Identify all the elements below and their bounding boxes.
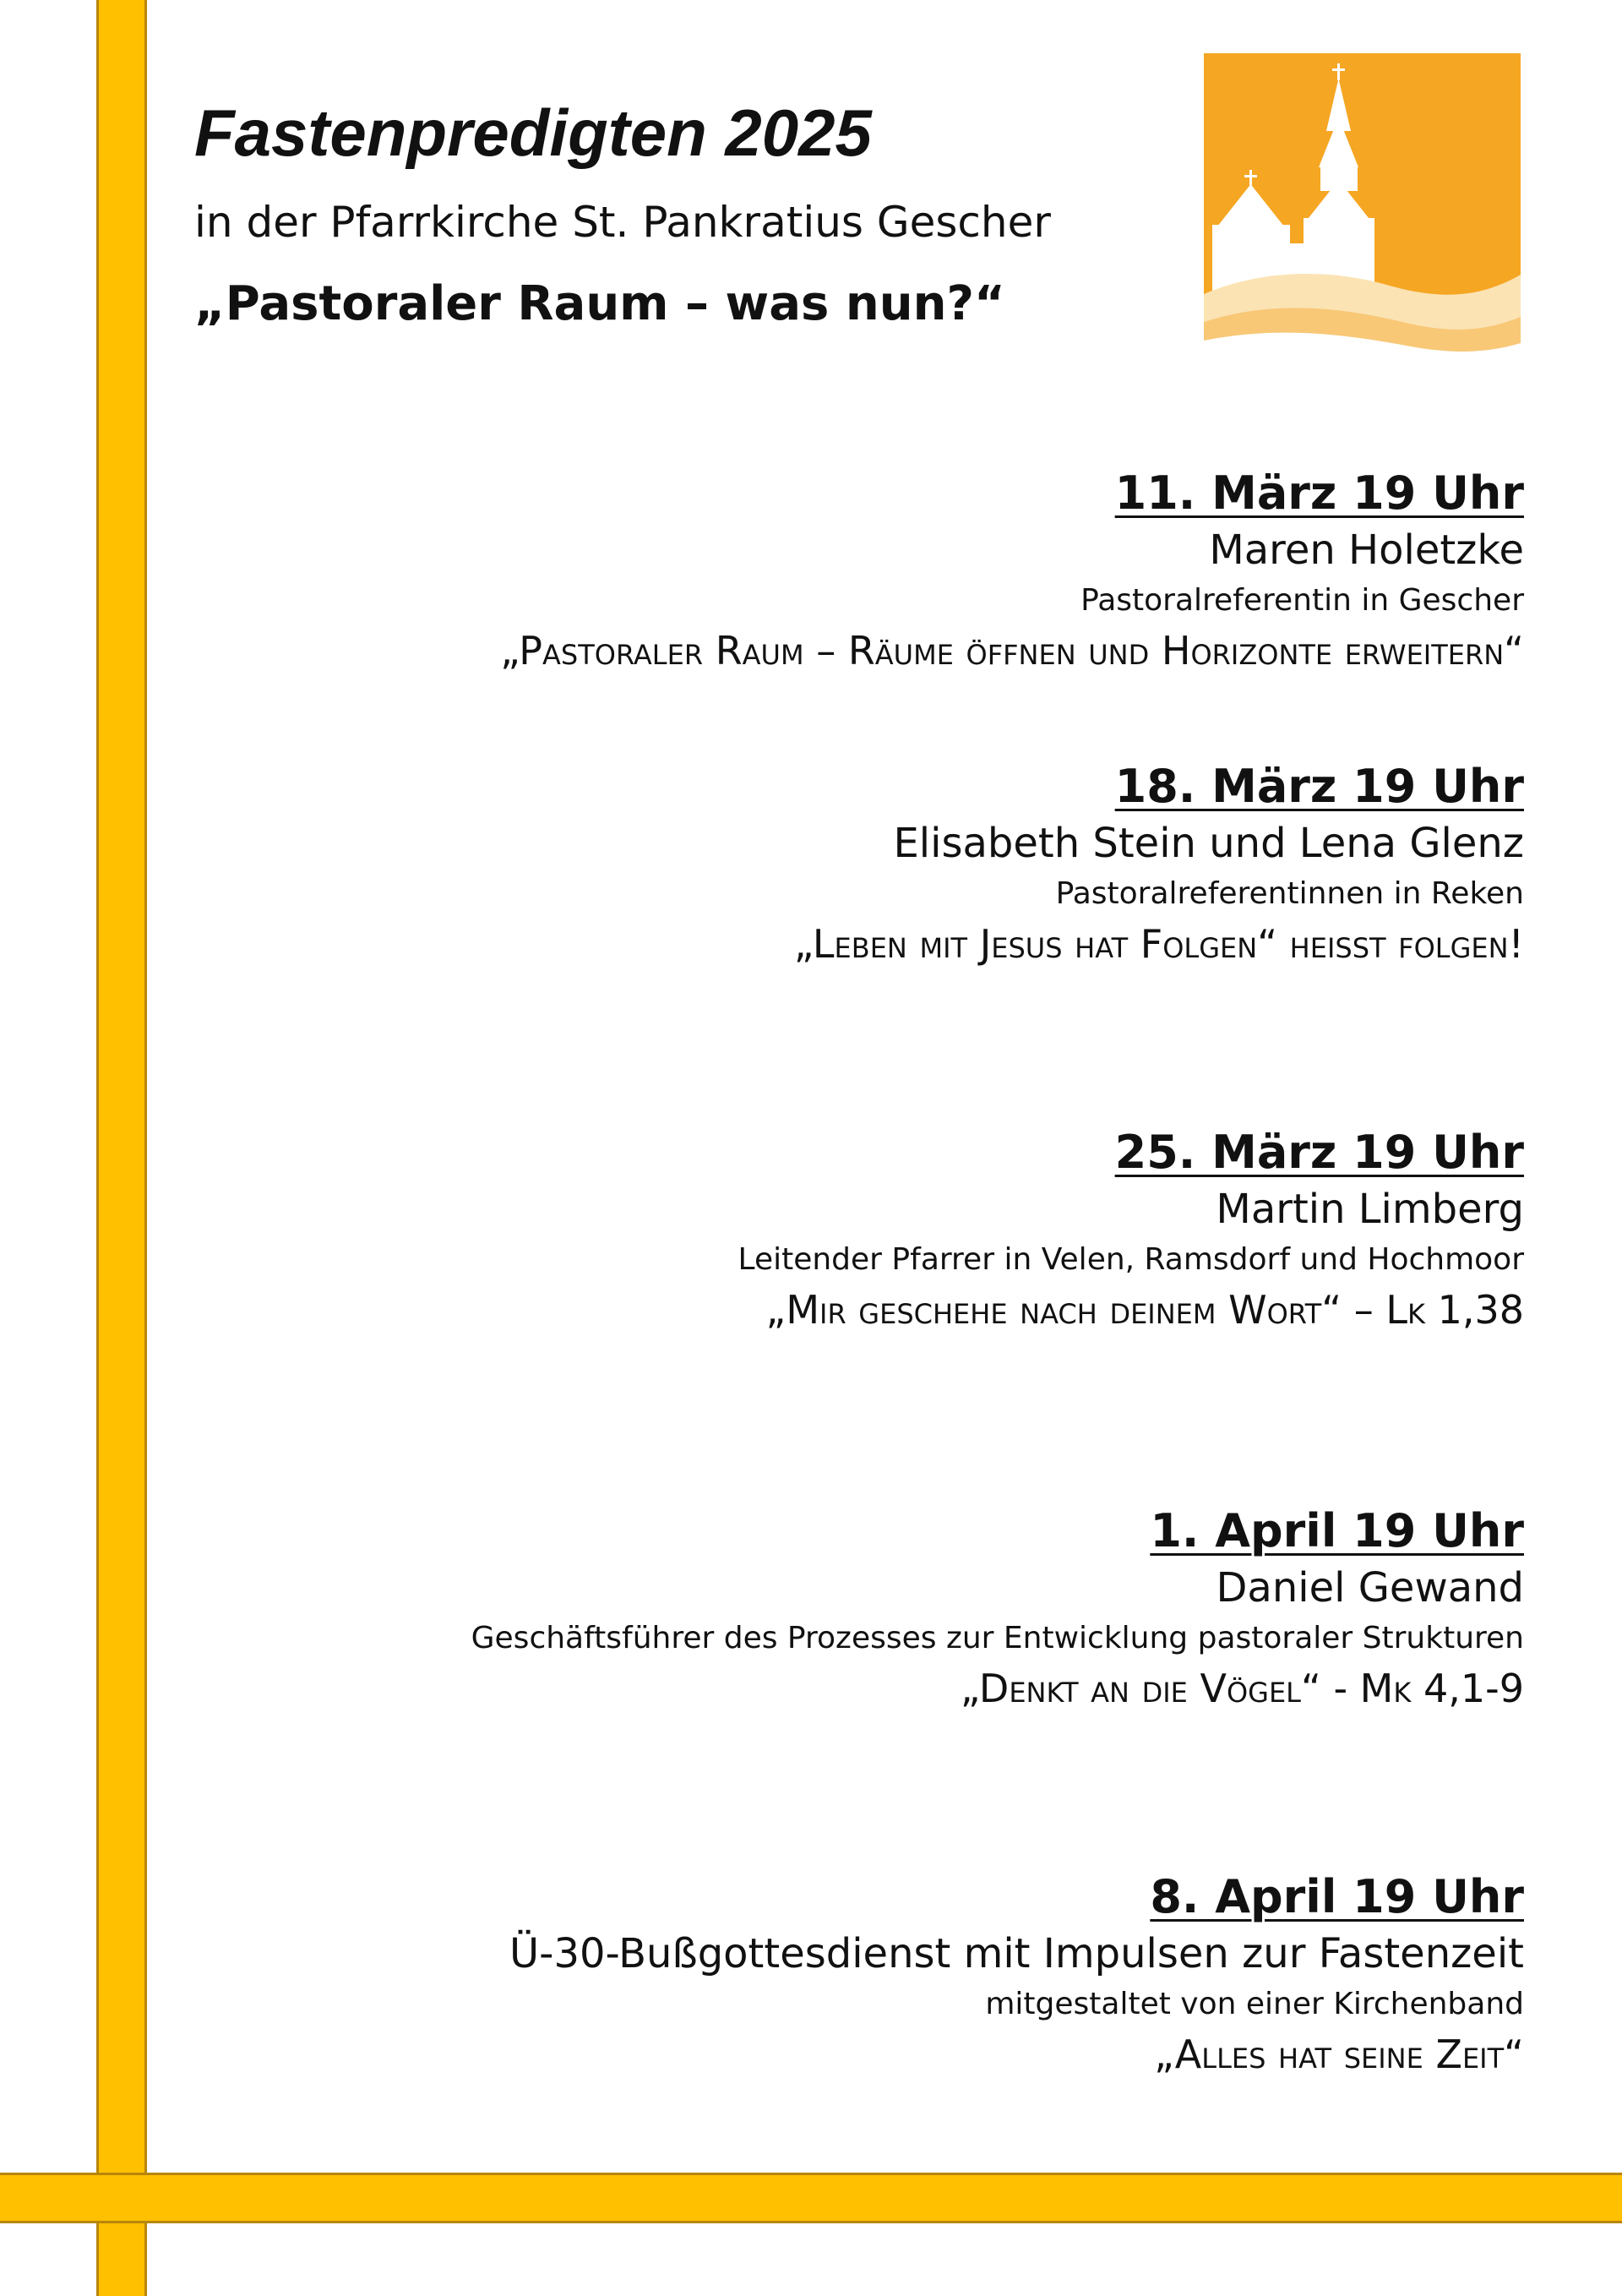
yellow-horizontal-bar [0, 2173, 1622, 2223]
event-speaker: Maren Holetzke [1209, 526, 1524, 574]
event-role: Pastoralreferentinnen in Reken [1055, 876, 1524, 911]
event-theme: „Leben mit Jesus hat Folgen“ heißt folgen! [793, 921, 1524, 967]
event-date: 11. März 19 Uhr [1114, 466, 1524, 520]
event-theme: „Mir geschehe nach deinem Wort“ – Lk 1,38 [765, 1287, 1524, 1333]
event-theme: „Alles hat seine Zeit“ [1154, 2031, 1524, 2077]
series-motto: „Pastoraler Raum – was nun?“ [194, 276, 1005, 331]
event-role: Pastoralreferentin in Gescher [1080, 583, 1524, 618]
event-role: Leitender Pfarrer in Velen, Ramsdorf und Hochmoor [738, 1242, 1524, 1277]
event-date: 18. März 19 Uhr [1114, 760, 1524, 813]
event-theme: „Pastoraler Raum – Räume öffnen und Horizonte erweitern“ [500, 628, 1524, 674]
event-theme: „Denkt an die Vögel“ - Mk 4,1-9 [960, 1666, 1524, 1711]
event-date: 25. März 19 Uhr [1114, 1126, 1524, 1179]
event-block [206, 1504, 1524, 1711]
church-icon [1204, 53, 1521, 370]
event-date: 8. April 19 Uhr [1150, 1870, 1524, 1923]
event-block [206, 466, 1524, 674]
page-title: Fastenpredigten 2025 [194, 95, 872, 170]
event-block [206, 1126, 1524, 1333]
event-role: Geschäftsführer des Prozesses zur Entwicklung pastoraler Strukturen [471, 1621, 1524, 1655]
event-speaker: Martin Limberg [1216, 1186, 1524, 1233]
event-speaker: Elisabeth Stein und Lena Glenz [893, 820, 1524, 867]
event-role: mitgestaltet von einer Kirchenband [985, 1987, 1524, 2021]
event-date: 1. April 19 Uhr [1150, 1504, 1524, 1557]
page-subtitle: in der Pfarrkirche St. Pankratius Gescher [194, 198, 1051, 247]
event-block [206, 1870, 1524, 2077]
event-block [206, 760, 1524, 967]
event-speaker: Daniel Gewand [1216, 1564, 1524, 1612]
yellow-vertical-bar [96, 0, 147, 2296]
event-speaker: Ü-30-Bußgottesdienst mit Impulsen zur Fastenzeit [509, 1930, 1524, 1977]
